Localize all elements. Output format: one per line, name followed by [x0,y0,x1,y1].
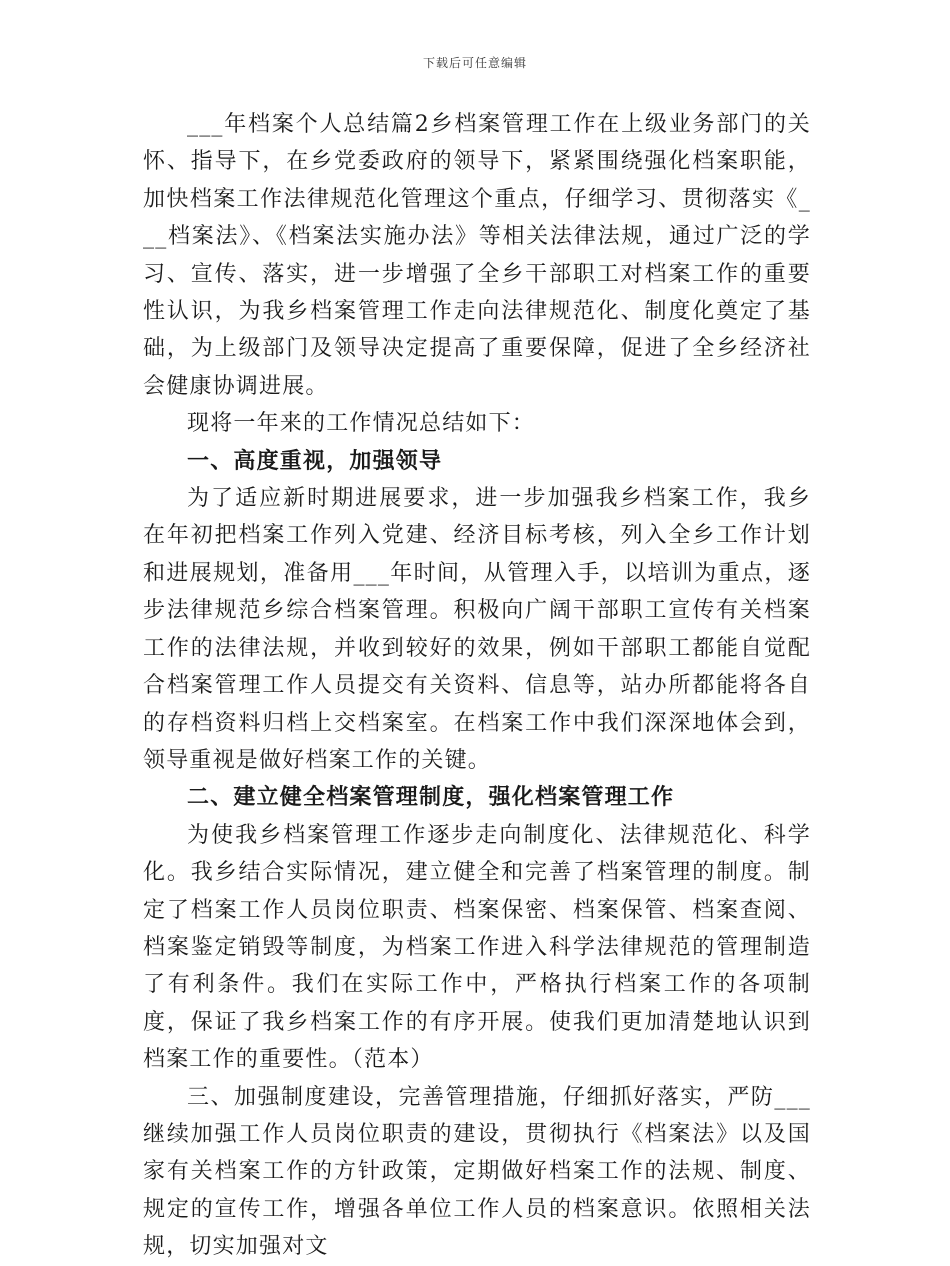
paragraph-section-1: 为了适应新时期进展要求，进一步加强我乡档案工作，我乡在年初把档案工作列入党建、经济目标考核，列入全乡工作计划和进展规划，准备用___年时间，从管理入手，以培训为重点，逐步法律规范乡综合档案管理。积极向广阔干部职工宣传有关档案工作的法律法规，并收到较好的效果，例如干部职工都能自觉配合档案管理工作人员提交有关资料、信息等，站办所都能将各自的存档资料归档上交档案室。在档案工作中我们深深地体会到，领导重视是做好档案工作的关键。 [143,486,811,773]
page-header: 下载后可任意编辑 [422,56,527,70]
paragraph-section-3: 三、加强制度建设，完善管理措施，仔细抓好落实，严防___继续加强工作人员岗位职责的建设，贯彻执行《档案法》以及国家有关档案工作的方针政策，定期做好档案工作的法规、制度、规定的宣传工作，增强各单位工作人员的档案意识。依照相关法规，切实加强对文 [143,1084,811,1260]
paragraph-intro: ___年档案个人总结篇2乡档案管理工作在上级业务部门的关怀、指导下，在乡党委政府的领导下，紧紧围绕强化档案职能，加快档案工作法律规范化管理这个重点，仔细学习、贯彻落实《___档案法》、《档案法实施办法》等相关法律法规，通过广泛的学习、宣传、落实，进一步增强了全乡干部职工对档案工作的重要性认识，为我乡档案管理工作走向法律规范化、制度化奠定了基础，为上级部门及领导决定提高了重要保障，促进了全乡经济社会健康协调进展。 [143,112,811,399]
section-heading-1: 一、高度重视，加强领导 [187,447,443,474]
paragraph-section-2: 为使我乡档案管理工作逐步走向制度化、法律规范化、科学化。我乡结合实际情况，建立健全和完善了档案管理的制度。制定了档案工作人员岗位职责、档案保密、档案保管、档案查阅、档案鉴定销毁等制度，为档案工作进入科学法律规范的管理制造了有利条件。我们在实际工作中，严格执行档案工作的各项制度，保证了我乡档案工作的有序开展。使我们更加清楚地认识到档案工作的重要性。（范本） [143,822,811,1073]
document-body [143,106,811,1266]
paragraph-summary-lead: 现将一年来的工作情况总结如下： [187,411,536,437]
section-heading-2: 二、建立健全档案管理制度，强化档案管理工作 [187,784,675,811]
